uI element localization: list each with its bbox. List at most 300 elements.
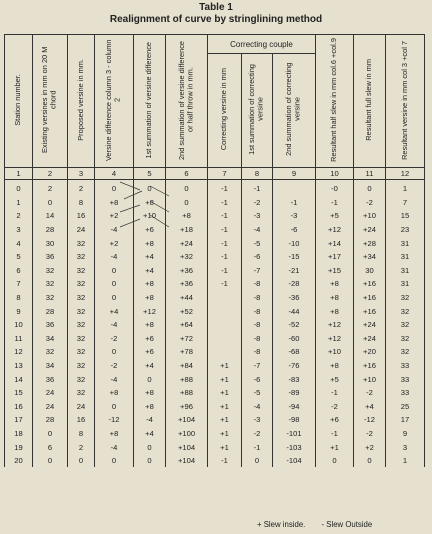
table-cell: +1 bbox=[208, 400, 242, 414]
table-cell: 31 bbox=[386, 264, 425, 278]
table-cell: +8 bbox=[134, 277, 166, 291]
table-row bbox=[5, 440, 425, 454]
table-cell: 24 bbox=[68, 223, 95, 237]
table-cell: 32 bbox=[68, 291, 95, 305]
table-cell: +1 bbox=[208, 386, 242, 400]
table-cell: -4 bbox=[95, 223, 134, 237]
table-cell: 16 bbox=[68, 209, 95, 223]
table-cell: +6 bbox=[134, 345, 166, 359]
table-cell: -1 bbox=[316, 386, 354, 400]
table-cell: -4 bbox=[95, 318, 134, 332]
table-cell: -1 bbox=[316, 196, 354, 210]
table-cell: 6 bbox=[5, 264, 33, 278]
table-cell: +8 bbox=[95, 196, 134, 210]
table-cell: -94 bbox=[273, 400, 316, 414]
table-cell: +4 bbox=[134, 427, 166, 441]
table-row bbox=[5, 332, 425, 346]
table-cell: -8 bbox=[242, 277, 273, 291]
table-cell: +14 bbox=[316, 236, 354, 250]
table-cell: -4 bbox=[95, 440, 134, 454]
table-cell: 4 bbox=[5, 236, 33, 250]
table-cell: 14 bbox=[33, 209, 68, 223]
table-cell: +28 bbox=[354, 236, 386, 250]
table-cell: +1 bbox=[208, 413, 242, 427]
table-cell: -10 bbox=[273, 236, 316, 250]
table-cell: 9 bbox=[386, 427, 425, 441]
table-cell: 0 bbox=[95, 454, 134, 468]
table-cell: +15 bbox=[316, 264, 354, 278]
header-existing-versine: Existing versines in mm on 20 M chord bbox=[33, 35, 68, 168]
column-number: 6 bbox=[166, 168, 208, 180]
table-cell: -8 bbox=[242, 318, 273, 332]
table-cell: 2 bbox=[33, 180, 68, 196]
table-cell: 0 bbox=[242, 454, 273, 468]
table-cell: 25 bbox=[386, 400, 425, 414]
table-cell: 32 bbox=[33, 291, 68, 305]
table-cell: 36 bbox=[33, 318, 68, 332]
table-cell: 8 bbox=[68, 427, 95, 441]
table-cell: 28 bbox=[33, 223, 68, 237]
table-cell: -8 bbox=[242, 291, 273, 305]
table-cell: -21 bbox=[273, 264, 316, 278]
table-cell: +6 bbox=[134, 332, 166, 346]
column-number: 9 bbox=[273, 168, 316, 180]
table-row bbox=[5, 236, 425, 250]
header-proposed-versine: Proposed versine in mm. bbox=[68, 35, 95, 168]
table-cell: 32 bbox=[68, 264, 95, 278]
table-cell: 8 bbox=[5, 291, 33, 305]
table-cell: +1 bbox=[208, 427, 242, 441]
table-cell: +44 bbox=[166, 291, 208, 305]
table-cell: +8 bbox=[166, 209, 208, 223]
table-cell: 36 bbox=[33, 372, 68, 386]
table-cell: +10 bbox=[354, 372, 386, 386]
table-row bbox=[5, 345, 425, 359]
table-cell: +8 bbox=[316, 277, 354, 291]
table-cell: 5 bbox=[5, 250, 33, 264]
table-cell bbox=[208, 304, 242, 318]
table-cell: -52 bbox=[273, 318, 316, 332]
table-cell: 0 bbox=[166, 196, 208, 210]
table-cell: +24 bbox=[354, 318, 386, 332]
table-cell: -1 bbox=[242, 440, 273, 454]
table-cell: -5 bbox=[242, 386, 273, 400]
table-cell: 16 bbox=[5, 400, 33, 414]
table-row bbox=[5, 291, 425, 305]
table-cell: 28 bbox=[33, 304, 68, 318]
table-cell: 32 bbox=[386, 332, 425, 346]
table-cell: -1 bbox=[208, 209, 242, 223]
table-cell: +10 bbox=[354, 209, 386, 223]
table-cell: 15 bbox=[5, 386, 33, 400]
table-cell: 36 bbox=[33, 250, 68, 264]
table-title: Realignment of curve by stringlining method bbox=[109, 14, 323, 25]
table-cell: 0 bbox=[166, 180, 208, 196]
table-cell: +18 bbox=[166, 223, 208, 237]
table-cell: -2 bbox=[316, 400, 354, 414]
slew-legend bbox=[257, 520, 386, 529]
table-cell: 0 bbox=[134, 372, 166, 386]
table-cell: -98 bbox=[273, 413, 316, 427]
table-cell: +36 bbox=[166, 277, 208, 291]
table-cell: +20 bbox=[354, 345, 386, 359]
table-cell: -1 bbox=[208, 223, 242, 237]
table-cell: +2 bbox=[95, 209, 134, 223]
table-cell: +36 bbox=[166, 264, 208, 278]
table-cell: +24 bbox=[354, 223, 386, 237]
table-cell: +4 bbox=[134, 250, 166, 264]
table-cell: +6 bbox=[134, 223, 166, 237]
header-versine-difference: Versine difference column 3 - column 2 bbox=[95, 35, 134, 168]
table-cell: 1 bbox=[386, 454, 425, 468]
table-cell: 32 bbox=[68, 386, 95, 400]
table-cell: 23 bbox=[386, 223, 425, 237]
header-half-slew: Resultant half slew in mm col.6 +col.9 bbox=[316, 35, 354, 168]
table-cell: 7 bbox=[386, 196, 425, 210]
table-row bbox=[5, 359, 425, 373]
table-cell: +8 bbox=[95, 427, 134, 441]
table-cell: 9 bbox=[5, 304, 33, 318]
table-cell: -8 bbox=[242, 304, 273, 318]
table-cell: -2 bbox=[242, 427, 273, 441]
table-cell: -4 bbox=[95, 250, 134, 264]
table-cell: -5 bbox=[242, 236, 273, 250]
table-cell: -6 bbox=[242, 250, 273, 264]
header-correcting-first-summation: 1st summation of correcting versine bbox=[242, 54, 273, 168]
table-cell: 12 bbox=[5, 345, 33, 359]
column-number: 11 bbox=[354, 168, 386, 180]
table-cell: 32 bbox=[33, 277, 68, 291]
table-cell: -1 bbox=[316, 427, 354, 441]
table-cell: +12 bbox=[134, 304, 166, 318]
table-cell: 30 bbox=[354, 264, 386, 278]
table-cell: +10 bbox=[316, 345, 354, 359]
table-cell: +24 bbox=[354, 332, 386, 346]
table-cell: 20 bbox=[5, 454, 33, 468]
table-cell: 30 bbox=[33, 236, 68, 250]
table-cell: +104 bbox=[166, 413, 208, 427]
table-cell: +17 bbox=[316, 250, 354, 264]
table-cell: -0 bbox=[316, 180, 354, 196]
table-cell: 15 bbox=[386, 209, 425, 223]
table-row bbox=[5, 372, 425, 386]
table-cell: -8 bbox=[242, 345, 273, 359]
table-cell: +5 bbox=[316, 209, 354, 223]
table-cell: 6 bbox=[33, 440, 68, 454]
table-cell: +8 bbox=[316, 304, 354, 318]
table-cell: +1 bbox=[316, 440, 354, 454]
table-cell: 10 bbox=[5, 318, 33, 332]
table-cell: +24 bbox=[166, 236, 208, 250]
table-cell: 8 bbox=[68, 196, 95, 210]
table-cell: -89 bbox=[273, 386, 316, 400]
table-cell: +2 bbox=[95, 236, 134, 250]
table-cell: 2 bbox=[5, 209, 33, 223]
table-cell: -44 bbox=[273, 304, 316, 318]
header-first-summation: 1st summation of versine difference bbox=[134, 35, 166, 168]
table-cell: 31 bbox=[386, 277, 425, 291]
table-cell: 0 bbox=[5, 180, 33, 196]
header-correcting-second-summation: 2nd summation of correcting versine bbox=[273, 54, 316, 168]
table-cell: 32 bbox=[68, 250, 95, 264]
header-full-slew: Resultant full slew in mm bbox=[354, 35, 386, 168]
table-cell: +6 bbox=[316, 413, 354, 427]
table-cell: 0 bbox=[354, 180, 386, 196]
table-row bbox=[5, 277, 425, 291]
header-resultant-versine: Resultant versine in mm col 3 +col 7 bbox=[386, 35, 425, 168]
table-cell: 0 bbox=[134, 454, 166, 468]
table-cell: 0 bbox=[33, 427, 68, 441]
table-cell: -7 bbox=[242, 264, 273, 278]
table-cell: 0 bbox=[134, 440, 166, 454]
table-cell: +12 bbox=[316, 223, 354, 237]
table-cell: -4 bbox=[242, 400, 273, 414]
table-cell: 28 bbox=[33, 413, 68, 427]
table-cell: +104 bbox=[166, 454, 208, 468]
table-cell: -104 bbox=[273, 454, 316, 468]
table-cell: +96 bbox=[166, 400, 208, 414]
table-cell: 31 bbox=[386, 250, 425, 264]
table-cell: -2 bbox=[354, 196, 386, 210]
table-cell: -1 bbox=[208, 196, 242, 210]
table-cell: 0 bbox=[95, 345, 134, 359]
table-cell: -1 bbox=[208, 180, 242, 196]
table-row bbox=[5, 386, 425, 400]
table-cell: 32 bbox=[68, 318, 95, 332]
table-cell: 32 bbox=[33, 264, 68, 278]
table-cell: -1 bbox=[242, 180, 273, 196]
table-row bbox=[5, 400, 425, 414]
realignment-table bbox=[4, 34, 425, 467]
table-cell: -8 bbox=[242, 332, 273, 346]
column-number: 12 bbox=[386, 168, 425, 180]
table-cell: +100 bbox=[166, 427, 208, 441]
table-row bbox=[5, 264, 425, 278]
table-cell: 32 bbox=[386, 304, 425, 318]
table-cell: 24 bbox=[33, 400, 68, 414]
header-second-summation: 2nd summation of versine difference or half throw in mm. bbox=[166, 35, 208, 168]
table-cell: +16 bbox=[354, 291, 386, 305]
table-cell: +1 bbox=[208, 440, 242, 454]
table-cell: +34 bbox=[354, 250, 386, 264]
table-cell: 1 bbox=[386, 180, 425, 196]
table-cell: 32 bbox=[33, 345, 68, 359]
table-cell: +4 bbox=[134, 264, 166, 278]
table-cell: 31 bbox=[386, 236, 425, 250]
table-cell: 19 bbox=[5, 440, 33, 454]
table-cell: -76 bbox=[273, 359, 316, 373]
table-cell: 32 bbox=[68, 236, 95, 250]
table-cell: 32 bbox=[68, 359, 95, 373]
table-cell: -12 bbox=[354, 413, 386, 427]
table-cell: 32 bbox=[386, 345, 425, 359]
table-cell: +2 bbox=[354, 440, 386, 454]
table-cell: 14 bbox=[5, 372, 33, 386]
table-cell: -7 bbox=[242, 359, 273, 373]
table-cell: -15 bbox=[273, 250, 316, 264]
column-number: 8 bbox=[242, 168, 273, 180]
table-row bbox=[5, 454, 425, 468]
table-cell: -1 bbox=[208, 236, 242, 250]
header-correcting-couple: Correcting couple bbox=[208, 35, 316, 54]
table-cell: 0 bbox=[33, 196, 68, 210]
table-cell: +4 bbox=[134, 359, 166, 373]
table-cell: +12 bbox=[316, 332, 354, 346]
table-cell: 11 bbox=[5, 332, 33, 346]
table-cell: +8 bbox=[95, 386, 134, 400]
table-cell: +8 bbox=[134, 196, 166, 210]
table-cell: 34 bbox=[33, 332, 68, 346]
table-cell: 33 bbox=[386, 372, 425, 386]
table-cell: +8 bbox=[134, 236, 166, 250]
table-cell: -3 bbox=[242, 209, 273, 223]
table-cell: 0 bbox=[33, 454, 68, 468]
table-cell: -1 bbox=[273, 196, 316, 210]
legend-slew-inside: + Slew inside. bbox=[257, 520, 306, 529]
table-cell: +8 bbox=[134, 318, 166, 332]
table-cell: +4 bbox=[354, 400, 386, 414]
header-station: Station number. bbox=[5, 35, 33, 168]
table-cell: +10 bbox=[134, 209, 166, 223]
table-cell: +16 bbox=[354, 304, 386, 318]
table-cell: -4 bbox=[242, 223, 273, 237]
table-cell: -3 bbox=[273, 209, 316, 223]
table-cell: +8 bbox=[134, 400, 166, 414]
table-cell bbox=[208, 345, 242, 359]
column-number: 4 bbox=[95, 168, 134, 180]
table-cell: 3 bbox=[386, 440, 425, 454]
table-row bbox=[5, 196, 425, 210]
table-cell: -3 bbox=[242, 413, 273, 427]
table-cell: +32 bbox=[166, 250, 208, 264]
table-cell: 0 bbox=[354, 454, 386, 468]
table-cell: 34 bbox=[33, 359, 68, 373]
table-cell: 24 bbox=[68, 400, 95, 414]
table-cell: 17 bbox=[5, 413, 33, 427]
table-cell: -1 bbox=[208, 264, 242, 278]
table-cell: 0 bbox=[134, 180, 166, 196]
table-cell: +16 bbox=[354, 277, 386, 291]
table-cell: 1 bbox=[5, 196, 33, 210]
table-cell bbox=[208, 332, 242, 346]
table-cell: 17 bbox=[386, 413, 425, 427]
legend-slew-outside: - Slew Outside bbox=[321, 520, 373, 529]
table-cell: 7 bbox=[5, 277, 33, 291]
table-row bbox=[5, 180, 425, 196]
table-cell: +1 bbox=[208, 359, 242, 373]
column-number: 3 bbox=[68, 168, 95, 180]
table-cell: 32 bbox=[68, 345, 95, 359]
table-cell: -6 bbox=[242, 372, 273, 386]
table-cell: +4 bbox=[95, 304, 134, 318]
table-row bbox=[5, 318, 425, 332]
table-cell: +72 bbox=[166, 332, 208, 346]
table-cell: 2 bbox=[68, 180, 95, 196]
table-cell: +8 bbox=[134, 386, 166, 400]
table-cell: 0 bbox=[95, 264, 134, 278]
table-cell: +52 bbox=[166, 304, 208, 318]
table-cell: 13 bbox=[5, 359, 33, 373]
table-row bbox=[5, 250, 425, 264]
table-row bbox=[5, 209, 425, 223]
table-cell: 24 bbox=[33, 386, 68, 400]
table-cell: 2 bbox=[68, 440, 95, 454]
table-cell: +16 bbox=[354, 359, 386, 373]
table-cell: 0 bbox=[68, 454, 95, 468]
table-cell: 32 bbox=[68, 332, 95, 346]
table-cell: -12 bbox=[95, 413, 134, 427]
table-cell: -68 bbox=[273, 345, 316, 359]
table-cell: -4 bbox=[95, 372, 134, 386]
table-cell: 0 bbox=[316, 454, 354, 468]
table-cell: +8 bbox=[316, 291, 354, 305]
table-cell bbox=[208, 291, 242, 305]
table-row bbox=[5, 223, 425, 237]
table-cell: 32 bbox=[68, 277, 95, 291]
table-cell: -2 bbox=[354, 386, 386, 400]
table-cell: -36 bbox=[273, 291, 316, 305]
table-label: Table 1 bbox=[199, 2, 233, 13]
table-cell: -83 bbox=[273, 372, 316, 386]
table-cell: -1 bbox=[208, 250, 242, 264]
table-cell: 16 bbox=[68, 413, 95, 427]
table-cell: 0 bbox=[95, 400, 134, 414]
table-cell: +5 bbox=[316, 372, 354, 386]
column-number: 5 bbox=[134, 168, 166, 180]
table-cell: 3 bbox=[5, 223, 33, 237]
table-cell: +84 bbox=[166, 359, 208, 373]
table-cell: 33 bbox=[386, 386, 425, 400]
table-cell: +8 bbox=[134, 291, 166, 305]
table-cell: -2 bbox=[242, 196, 273, 210]
table-cell: 33 bbox=[386, 359, 425, 373]
table-cell: -2 bbox=[354, 427, 386, 441]
table-cell: -2 bbox=[95, 359, 134, 373]
table-cell: 32 bbox=[68, 372, 95, 386]
table-cell: +78 bbox=[166, 345, 208, 359]
table-cell: 0 bbox=[95, 180, 134, 196]
table-cell: -6 bbox=[273, 223, 316, 237]
table-cell: 32 bbox=[386, 318, 425, 332]
table-cell: -28 bbox=[273, 277, 316, 291]
table-cell: 18 bbox=[5, 427, 33, 441]
column-number: 10 bbox=[316, 168, 354, 180]
table-row bbox=[5, 304, 425, 318]
table-cell: -1 bbox=[208, 454, 242, 468]
table-cell: -60 bbox=[273, 332, 316, 346]
table-cell: +104 bbox=[166, 440, 208, 454]
table-cell: -4 bbox=[134, 413, 166, 427]
table-cell bbox=[273, 180, 316, 196]
table-cell: 32 bbox=[68, 304, 95, 318]
table-cell: +64 bbox=[166, 318, 208, 332]
header-correcting-versine: Correcting versine in mm bbox=[208, 54, 242, 168]
table-cell: 32 bbox=[386, 291, 425, 305]
table-cell: -2 bbox=[95, 332, 134, 346]
table-cell: +8 bbox=[316, 359, 354, 373]
table-cell: +88 bbox=[166, 386, 208, 400]
table-cell: 0 bbox=[95, 277, 134, 291]
table-cell: -101 bbox=[273, 427, 316, 441]
table-cell: -1 bbox=[208, 277, 242, 291]
table-row bbox=[5, 413, 425, 427]
column-number: 1 bbox=[5, 168, 33, 180]
table-cell: -103 bbox=[273, 440, 316, 454]
table-cell: +12 bbox=[316, 318, 354, 332]
table-cell: 0 bbox=[95, 291, 134, 305]
table-row bbox=[5, 427, 425, 441]
table-cell: +88 bbox=[166, 372, 208, 386]
